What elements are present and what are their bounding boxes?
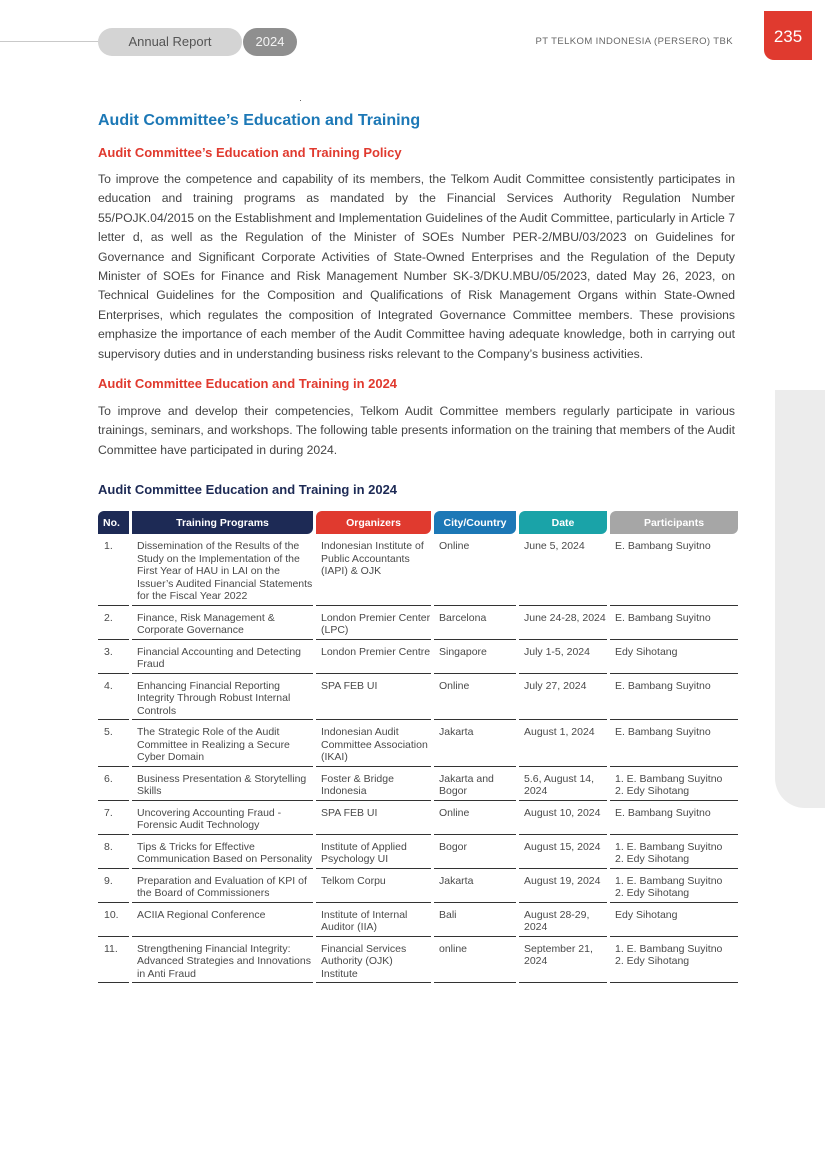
cell-city: Online — [434, 801, 516, 835]
cell-date: July 1-5, 2024 — [519, 640, 607, 674]
participants-list — [615, 943, 738, 968]
cell-participants — [610, 801, 738, 835]
cell-date: August 28-29, 2024 — [519, 903, 607, 937]
cell-program: ACIIA Regional Conference — [132, 903, 313, 937]
cell-no: 3. — [98, 640, 129, 674]
participant-name: E. Bambang Suyitno — [615, 540, 711, 553]
table-row — [98, 937, 738, 984]
cell-participants — [610, 640, 738, 674]
participants-list — [615, 680, 738, 693]
cell-organizer: London Premier Centre — [316, 640, 431, 674]
cell-date: 5.6, August 14, 2024 — [519, 767, 607, 801]
cell-organizer: Institute of Applied Psychology UI — [316, 835, 431, 869]
header-organizer: Organizers — [316, 511, 431, 534]
participants-list — [615, 875, 738, 900]
participant-name: E. Bambang Suyitno — [615, 726, 711, 739]
main-content — [98, 112, 735, 983]
cell-participants — [610, 903, 738, 937]
cell-program: Tips & Tricks for Effective Communication Based on Personality — [132, 835, 313, 869]
cell-organizer: Institute of Internal Auditor (IIA) — [316, 903, 431, 937]
participant-name: E. Bambang Suyitno — [615, 806, 711, 819]
cell-participants — [610, 767, 738, 801]
cell-organizer: Indonesian Audit Committee Association (IKAI) — [316, 720, 431, 767]
cell-organizer: Foster & Bridge Indonesia — [316, 767, 431, 801]
table-row — [98, 606, 738, 640]
participant-name: E. Bambang Suyitno — [615, 611, 711, 624]
cell-no: 6. — [98, 767, 129, 801]
cell-participants — [610, 869, 738, 903]
cell-participants — [610, 720, 738, 767]
participants-list — [615, 841, 738, 866]
cell-no: 10. — [98, 903, 129, 937]
participants-list — [615, 909, 738, 922]
cell-no: 4. — [98, 674, 129, 721]
cell-city: Jakarta — [434, 869, 516, 903]
side-decoration — [775, 390, 825, 808]
participant-name: Edy Sihotang — [615, 908, 678, 921]
cell-date: September 21, 2024 — [519, 937, 607, 984]
company-name: PT TELKOM INDONESIA (PERSERO) TBK — [535, 36, 733, 47]
cell-city: Online — [434, 534, 516, 606]
table-row — [98, 674, 738, 721]
table-row — [98, 835, 738, 869]
stray-dot — [300, 100, 301, 101]
cell-program: Dissemination of the Results of the Study on the Implementation of the First Year of HAU in LAI on the Issuer’s Audited Financial Statements for the Fiscal Year 2022 — [132, 534, 313, 606]
header-no: No. — [98, 511, 129, 534]
table-row — [98, 767, 738, 801]
cell-organizer: London Premier Center (LPC) — [316, 606, 431, 640]
cell-date: August 1, 2024 — [519, 720, 607, 767]
table-title: Audit Committee Education and Training in 2024 — [98, 482, 398, 498]
table-row — [98, 869, 738, 903]
cell-program: Financial Accounting and Detecting Fraud — [132, 640, 313, 674]
header-program: Training Programs — [132, 511, 313, 534]
cell-no: 7. — [98, 801, 129, 835]
table-header-row — [98, 511, 738, 534]
cell-city: Online — [434, 674, 516, 721]
cell-date: June 24-28, 2024 — [519, 606, 607, 640]
cell-city: Jakarta — [434, 720, 516, 767]
policy-heading: Audit Committee’s Education and Training Policy — [98, 145, 402, 160]
cell-city: Barcelona — [434, 606, 516, 640]
cell-no: 1. — [98, 534, 129, 606]
page-number: 235 — [764, 11, 812, 60]
cell-no: 8. — [98, 835, 129, 869]
table-row — [98, 903, 738, 937]
cell-date: July 27, 2024 — [519, 674, 607, 721]
cell-organizer: Telkom Corpu — [316, 869, 431, 903]
cell-program: Strengthening Financial Integrity: Advanced Strategies and Innovations in Anti Fraud — [132, 937, 313, 984]
table-row — [98, 640, 738, 674]
participant-name: Edy Sihotang — [615, 645, 678, 658]
table-row — [98, 720, 738, 767]
cell-participants — [610, 937, 738, 984]
cell-city: online — [434, 937, 516, 984]
cell-program: The Strategic Role of the Audit Committee in Realizing a Secure Cyber Domain — [132, 720, 313, 767]
table-row — [98, 801, 738, 835]
section-title: Audit Committee’s Education and Training — [98, 112, 421, 129]
cell-city: Bogor — [434, 835, 516, 869]
cell-participants — [610, 606, 738, 640]
participant-name: 2. Edy Sihotang — [615, 853, 690, 866]
participant-name: 1. E. Bambang Suyitno — [615, 874, 723, 887]
header-date: Date — [519, 511, 607, 534]
participant-name: 1. E. Bambang Suyitno — [615, 772, 723, 785]
participants-list — [615, 807, 738, 820]
participants-list — [615, 540, 738, 553]
participant-name: 1. E. Bambang Suyitno — [615, 942, 723, 955]
participants-list — [615, 773, 738, 798]
participant-name: 1. E. Bambang Suyitno — [615, 840, 723, 853]
cell-date: August 19, 2024 — [519, 869, 607, 903]
training-heading: Audit Committee Education and Training in 2024 — [98, 376, 398, 392]
cell-date: August 15, 2024 — [519, 835, 607, 869]
cell-organizer: SPA FEB UI — [316, 674, 431, 721]
cell-no: 5. — [98, 720, 129, 767]
participant-name: 2. Edy Sihotang — [615, 887, 690, 900]
cell-program: Finance, Risk Management & Corporate Governance — [132, 606, 313, 640]
cell-no: 11. — [98, 937, 129, 984]
cell-program: Business Presentation & Storytelling Skills — [132, 767, 313, 801]
header-rule — [0, 41, 110, 42]
cell-city: Bali — [434, 903, 516, 937]
cell-city: Singapore — [434, 640, 516, 674]
cell-program: Uncovering Accounting Fraud - Forensic Audit Technology — [132, 801, 313, 835]
participants-list — [615, 726, 738, 739]
training-table — [95, 511, 741, 983]
participant-name: E. Bambang Suyitno — [615, 679, 711, 692]
training-paragraph: To improve and develop their competencies, Telkom Audit Committee members regularly participate in various trainings, seminars, and workshops. The following table presents information on the training that members of the Audit Committee have participated in during 2024. — [98, 404, 735, 457]
cell-organizer: Indonesian Institute of Public Accountants (IAPI) & OJK — [316, 534, 431, 606]
cell-program: Enhancing Financial Reporting Integrity Through Robust Internal Controls — [132, 674, 313, 721]
report-label: Annual Report — [98, 28, 242, 56]
cell-date: August 10, 2024 — [519, 801, 607, 835]
participants-list — [615, 646, 738, 659]
participant-name: 2. Edy Sihotang — [615, 785, 690, 798]
participant-name: 2. Edy Sihotang — [615, 955, 690, 968]
cell-participants — [610, 534, 738, 606]
cell-no: 9. — [98, 869, 129, 903]
cell-date: June 5, 2024 — [519, 534, 607, 606]
header-participants: Participants — [610, 511, 738, 534]
report-year: 2024 — [243, 28, 297, 56]
cell-no: 2. — [98, 606, 129, 640]
cell-organizer: Financial Services Authority (OJK) Institute — [316, 937, 431, 984]
cell-participants — [610, 835, 738, 869]
cell-program: Preparation and Evaluation of KPI of the Board of Commissioners — [132, 869, 313, 903]
participants-list — [615, 612, 738, 625]
header-city: City/Country — [434, 511, 516, 534]
policy-paragraph: To improve the competence and capability of its members, the Telkom Audit Committee consistently participates in education and training programs as mandated by the Financial Services Authority Regulation Number 55/POJK.04/2015 on the Establishment and Implementation Guidelines of the Audit Committee, particularly in Article 7 letter d, as well as the Regulation of the Minister of SOEs Number PER-2/MBU/03/2023 on Guidelines for Governance and Significant Corporate Activities of State-Owned Enterprises and the Regulation of the Deputy Minister of SOEs for Finance and Risk Management Number SK-3/DKU.MBU/05/2023, dated May 26, 2023, on Technical Guidelines for the Composition and Qualifications of Risk Management Organs within State-Owned Enterprises, which regulates the composition of Integrated Governance Committee members. These provisions emphasize the importance of each member of the Audit Committee having adequate knowledge, both in carrying out supervisory duties and in understanding business risks relevant to the Company’s business activities. — [98, 172, 735, 361]
cell-participants — [610, 674, 738, 721]
cell-city: Jakarta and Bogor — [434, 767, 516, 801]
cell-organizer: SPA FEB UI — [316, 801, 431, 835]
table-row — [98, 534, 738, 606]
